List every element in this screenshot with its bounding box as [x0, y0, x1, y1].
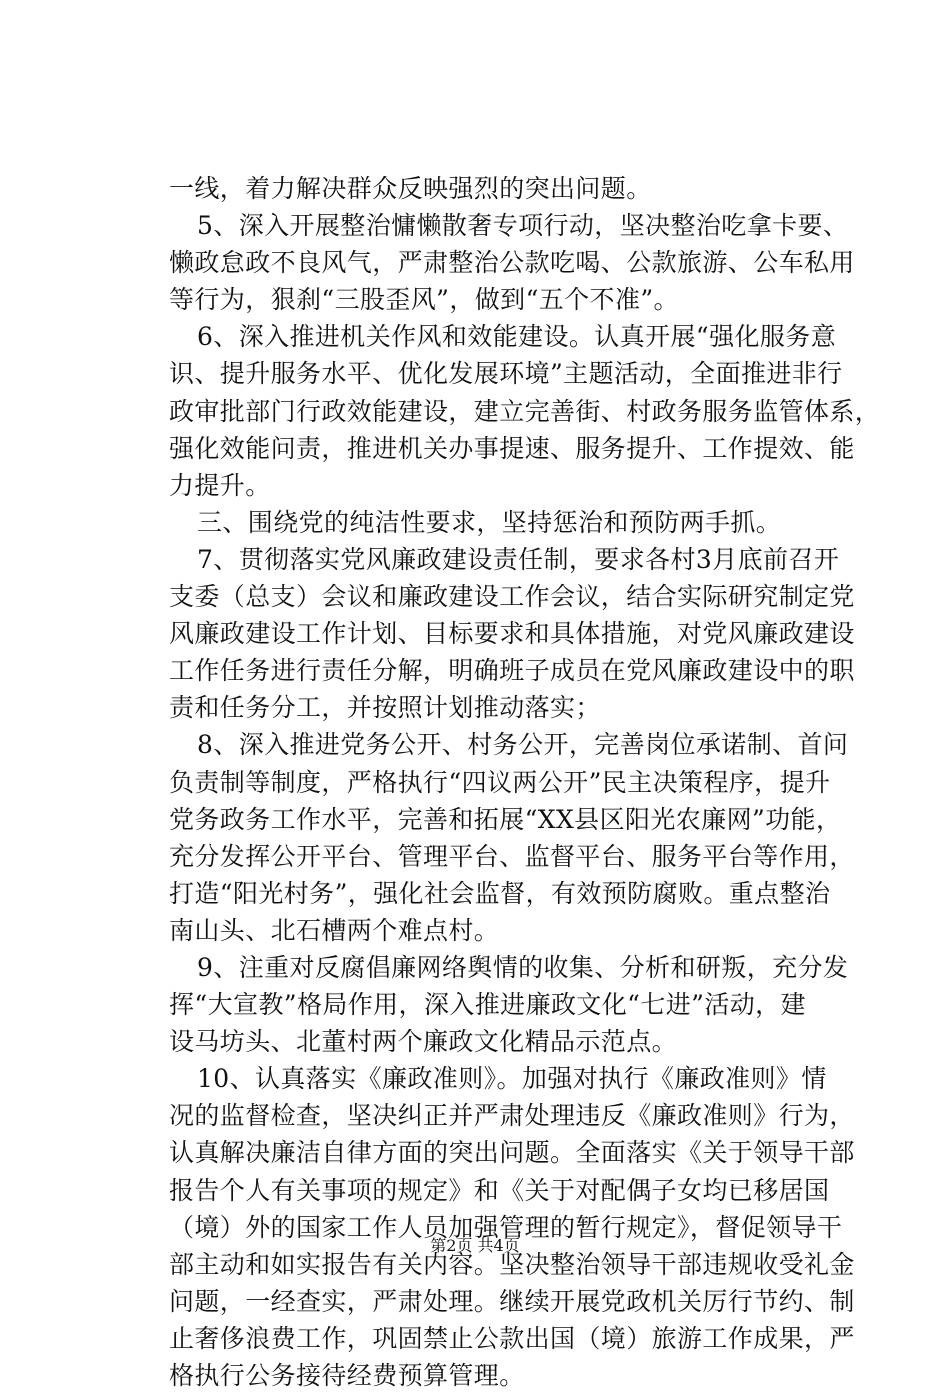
text-line: 风廉政建设工作计划、目标要求和具体措施，对党风廉政建设	[169, 619, 855, 649]
text-line: 报告个人有关事项的规定》和《关于对配偶子女均已移居国	[169, 1175, 830, 1205]
text-line: 南山头、北石槽两个难点村。	[169, 915, 500, 945]
page-footer: 第2页 共4页	[430, 1236, 520, 1255]
text-line: 止奢侈浪费工作，巩固禁止公款出国（境）旅游工作成果，严	[169, 1323, 855, 1353]
text-line: 部主动和如实报告有关内容。坚决整治领导干部违规收受礼金	[169, 1249, 855, 1279]
text-line: 打造“阳光村务”，强化社会监督，有效预防腐败。重点整治	[169, 878, 831, 908]
text-line: 识、提升服务水平、优化发展环境”主题活动，全面推进非行	[169, 359, 843, 389]
text-line: 三、围绕党的纯洁性要求，坚持惩治和预防两手抓。	[197, 507, 782, 537]
text-line: 力提升。	[169, 470, 271, 500]
text-line: 等行为，狠刹“三股歪风”，做到“五个不准”。	[169, 285, 679, 315]
text-line: 10、认真落实《廉政准则》。加强对执行《廉政准则》情	[197, 1064, 827, 1094]
text-line: 负责制等制度，严格执行“四议两公开”民主决策程序，提升	[169, 767, 831, 797]
text-line: 责和任务分工，并按照计划推动落实；	[169, 693, 601, 723]
text-line: 充分发挥公开平台、管理平台、监督平台、服务平台等作用，	[169, 841, 855, 871]
text-line: （境）外的国家工作人员加强管理的暂行规定》，督促领导干	[169, 1212, 843, 1242]
text-line: 5、深入开展整治慵懒散奢专项行动，坚决整治吃拿卡要、	[197, 211, 849, 241]
text-line: 6、深入推进机关作风和效能建设。认真开展“强化服务意	[197, 322, 837, 352]
text-line: 认真解决廉洁自律方面的突出问题。全面落实《关于领导干部	[169, 1138, 855, 1168]
text-line: 工作任务进行责任分解，明确班子成员在党风廉政建设中的职	[169, 656, 855, 686]
text-line: 问题，一经查实，严肃处理。继续开展党政机关厉行节约、制	[169, 1286, 855, 1316]
text-line: 一线，着力解决群众反映强烈的突出问题。	[169, 174, 652, 203]
text-line: 政审批部门行政效能建设，建立完善街、村政务服务监管体系，	[169, 396, 881, 426]
text-line: 挥“大宣教”格局作用，深入推进廉政文化“七进”活动，建	[169, 990, 806, 1020]
document-body	[169, 170, 881, 1394]
text-line: 设马坊头、北董村两个廉政文化精品示范点。	[169, 1027, 678, 1057]
text-line: 7、贯彻落实党风廉政建设责任制，要求各村3月底前召开	[197, 544, 840, 574]
text-line: 强化效能问责，推进机关办事提速、服务提升、工作提效、能	[169, 433, 855, 463]
text-line: 况的监督检查，坚决纠正并严肃处理违反《廉政准则》行为，	[169, 1101, 855, 1131]
text-line: 支委（总支）会议和廉政建设工作会议，结合实际研究制定党	[169, 582, 855, 612]
text-line: 格执行公务接待经费预算管理。	[169, 1361, 525, 1390]
text-line: 党务政务工作水平，完善和拓展“XX县区阳光农廉网”功能，	[169, 804, 842, 834]
text-line: 8、深入推进党务公开、村务公开，完善岗位承诺制、首问	[197, 730, 849, 760]
text-line: 懒政怠政不良风气，严肃整治公款吃喝、公款旅游、公车私用	[169, 248, 855, 278]
text-line: 9、注重对反腐倡廉网络舆情的收集、分析和研叛，充分发	[197, 952, 849, 982]
